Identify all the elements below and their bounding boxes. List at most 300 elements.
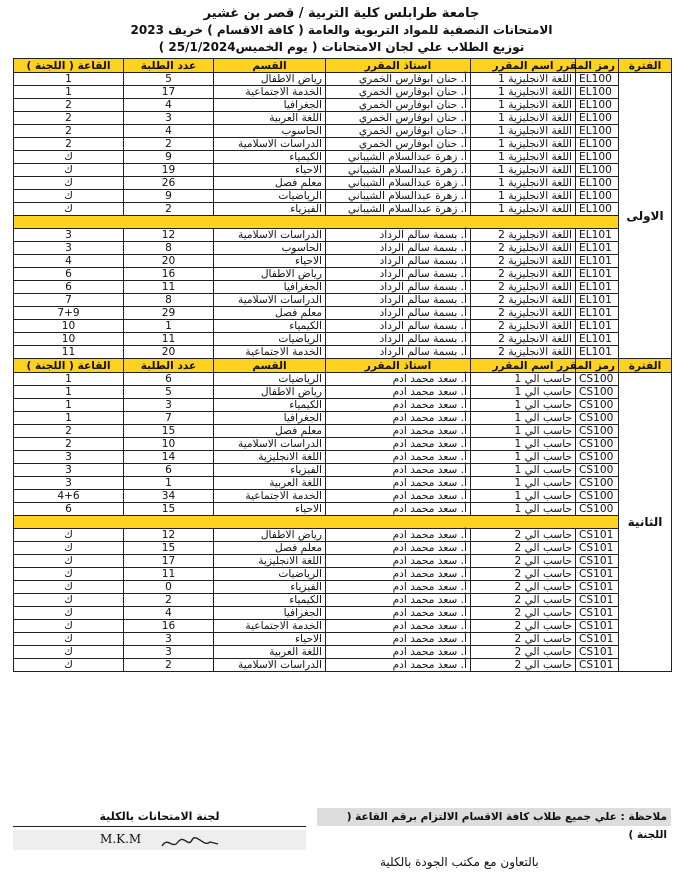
department-cell: رياض الاطفال [214,529,326,542]
student-count-cell: 15 [124,425,214,438]
room-cell: ك [14,633,124,646]
course-code-cell: EL101 [576,333,619,346]
table-row [14,386,672,399]
table-row [14,112,672,125]
table-header-row [14,359,672,373]
table-row [14,529,672,542]
student-count-cell: 3 [124,646,214,659]
course-code-cell: EL101 [576,307,619,320]
department-cell: اللغة الانجليزية [214,451,326,464]
room-cell: 2 [14,425,124,438]
university-title: جامعة طرابلس كلية التربية / قصر بن غشير [203,6,480,21]
room-cell: 2 [14,125,124,138]
student-count-cell: 20 [124,255,214,268]
department-cell: الجغرافيا [214,99,326,112]
student-count-cell: 0 [124,581,214,594]
course-name-cell: اللغة الانجليزية 1 [471,203,576,216]
teacher-cell: أ. سعد محمد ادم [326,503,471,516]
table-row [14,268,672,281]
teacher-cell: أ. بسمة سالم الرداد [326,229,471,242]
course-code-cell: CS101 [576,581,619,594]
student-count-cell: 26 [124,177,214,190]
table-row [14,451,672,464]
table-row [14,607,672,620]
course-name-cell: حاسب آلي 1 [471,490,576,503]
student-count-cell: 3 [124,399,214,412]
table-row [14,581,672,594]
room-cell: ك [14,542,124,555]
department-cell: الدراسات الاسلامية [214,294,326,307]
course-name-cell: حاسب آلي 2 [471,646,576,659]
teacher-cell: أ. سعد محمد ادم [326,568,471,581]
room-cell: ك [14,555,124,568]
department-cell: معلم فصل [214,542,326,555]
room-cell: 6 [14,503,124,516]
distribution-title: توزيع الطلاب علي لجان الامتحانات ( يوم الخميس25/1/2024 ) [158,40,525,54]
student-count-cell: 2 [124,138,214,151]
column-header: الفترة [619,359,672,373]
department-cell: الاحياء [214,633,326,646]
student-count-cell: 17 [124,86,214,99]
course-name-cell: حاسب آلي 1 [471,477,576,490]
table-row [14,320,672,333]
table-row [14,138,672,151]
department-cell: معلم فصل [214,425,326,438]
exam-subtitle: الامتحانات النصفية للمواد التربوية والعامة ( كافة الاقسام ) خريف 2023 [130,23,553,37]
column-header: الفترة [619,59,672,73]
teacher-cell: أ. بسمة سالم الرداد [326,268,471,281]
group-separator [14,516,672,529]
teacher-cell: أ. سعد محمد ادم [326,399,471,412]
department-cell: الجغرافيا [214,412,326,425]
room-cell: 6 [14,281,124,294]
table-row [14,555,672,568]
teacher-cell: أ. سعد محمد ادم [326,386,471,399]
student-count-cell: 6 [124,373,214,386]
student-count-cell: 8 [124,242,214,255]
course-code-cell: CS100 [576,477,619,490]
table-row [14,125,672,138]
department-cell: الاحياء [214,255,326,268]
course-name-cell: اللغة الانجليزية 1 [471,164,576,177]
course-name-cell: حاسب آلي 2 [471,607,576,620]
room-cell: 10 [14,320,124,333]
department-cell: الفيزياء [214,464,326,477]
teacher-cell: أ. سعد محمد ادم [326,646,471,659]
room-cell: 3 [14,464,124,477]
department-cell: الاحياء [214,164,326,177]
footer-credit: بالتعاون مع مكتب الجودة بالكلية [380,855,539,869]
table-row [14,659,672,672]
course-name-cell: اللغة الانجليزية 1 [471,151,576,164]
course-name-cell: اللغة الانجليزية 1 [471,73,576,86]
student-count-cell: 10 [124,438,214,451]
department-cell: الرياضيات [214,190,326,203]
column-header: رمز المقرر [576,59,619,73]
course-code-cell: CS101 [576,646,619,659]
column-header: عدد الطلبة [124,59,214,73]
course-code-cell: CS101 [576,594,619,607]
room-cell: 3 [14,477,124,490]
course-code-cell: CS100 [576,399,619,412]
room-cell: 1 [14,386,124,399]
table-row [14,503,672,516]
course-name-cell: اللغة الانجليزية 2 [471,268,576,281]
room-cell: ك [14,203,124,216]
room-cell: ك [14,646,124,659]
course-code-cell: EL100 [576,73,619,86]
student-count-cell: 8 [124,294,214,307]
table-row [14,86,672,99]
table-row [14,490,672,503]
teacher-cell: أ. سعد محمد ادم [326,555,471,568]
course-code-cell: EL101 [576,294,619,307]
student-count-cell: 34 [124,490,214,503]
room-cell: 3 [14,242,124,255]
course-code-cell: EL100 [576,203,619,216]
department-cell: الخدمة الاجتماعية [214,346,326,359]
teacher-cell: أ. زهرة عبدالسلام الشيباني [326,190,471,203]
room-cell: ك [14,177,124,190]
column-header: القاعة ( اللجنة ) [14,59,124,73]
table-row [14,412,672,425]
room-cell: ك [14,151,124,164]
teacher-cell: أ. زهرة عبدالسلام الشيباني [326,177,471,190]
table-row [14,594,672,607]
teacher-cell: أ. سعد محمد ادم [326,594,471,607]
course-name-cell: حاسب آلي 2 [471,594,576,607]
exam-schedule-table [13,58,672,672]
room-cell: ك [14,190,124,203]
committee-label: لجنة الامتحانات بالكلية [13,808,306,827]
course-name-cell: حاسب آلي 1 [471,373,576,386]
course-code-cell: EL100 [576,164,619,177]
teacher-cell: أ. سعد محمد ادم [326,438,471,451]
teacher-cell: أ. زهرة عبدالسلام الشيباني [326,151,471,164]
table-row [14,164,672,177]
room-cell: 7+9 [14,307,124,320]
room-cell: ك [14,659,124,672]
course-code-cell: CS101 [576,542,619,555]
table-row [14,294,672,307]
teacher-cell: أ. بسمة سالم الرداد [326,320,471,333]
student-count-cell: 4 [124,607,214,620]
department-cell: الحاسوب [214,242,326,255]
course-code-cell: EL100 [576,125,619,138]
teacher-cell: أ. سعد محمد ادم [326,425,471,438]
student-count-cell: 4 [124,125,214,138]
student-count-cell: 12 [124,529,214,542]
room-cell: ك [14,607,124,620]
department-cell: معلم فصل [214,177,326,190]
course-code-cell: CS101 [576,659,619,672]
course-code-cell: CS101 [576,620,619,633]
student-count-cell: 19 [124,164,214,177]
department-cell: الرياضيات [214,333,326,346]
group-separator [14,216,672,229]
course-code-cell: EL100 [576,112,619,125]
student-count-cell: 1 [124,477,214,490]
course-code-cell: EL101 [576,346,619,359]
course-name-cell: حاسب آلي 1 [471,451,576,464]
course-name-cell: حاسب آلي 1 [471,464,576,477]
department-cell: اللغة الانجليزية [214,555,326,568]
course-name-cell: اللغة الانجليزية 2 [471,307,576,320]
department-cell: الدراسات الاسلامية [214,438,326,451]
teacher-cell: أ. بسمة سالم الرداد [326,294,471,307]
teacher-cell: أ. بسمة سالم الرداد [326,255,471,268]
column-header: استاذ المقرر [326,59,471,73]
teacher-cell: أ. بسمة سالم الرداد [326,281,471,294]
course-code-cell: CS100 [576,490,619,503]
separator-cell [14,516,619,529]
column-header: اسم المقرر [471,59,576,73]
table-row [14,203,672,216]
teacher-cell: أ. سعد محمد ادم [326,373,471,386]
table-row [14,620,672,633]
table-row [14,425,672,438]
course-code-cell: EL101 [576,229,619,242]
course-name-cell: اللغة الانجليزية 2 [471,333,576,346]
course-name-cell: اللغة الانجليزية 1 [471,177,576,190]
department-cell: الدراسات الاسلامية [214,659,326,672]
room-cell: 1 [14,412,124,425]
teacher-cell: أ. سعد محمد ادم [326,451,471,464]
table-row [14,542,672,555]
course-code-cell: CS100 [576,451,619,464]
course-name-cell: حاسب آلي 2 [471,542,576,555]
course-name-cell: اللغة الانجليزية 2 [471,281,576,294]
course-name-cell: اللغة الانجليزية 2 [471,242,576,255]
course-code-cell: CS100 [576,438,619,451]
course-name-cell: اللغة الانجليزية 2 [471,320,576,333]
teacher-cell: أ. سعد محمد ادم [326,607,471,620]
course-name-cell: حاسب آلي 2 [471,633,576,646]
department-cell: الكيمياء [214,594,326,607]
course-code-cell: EL100 [576,177,619,190]
course-name-cell: اللغة الانجليزية 1 [471,138,576,151]
signature-name: M.K.M [100,832,142,846]
department-cell: الدراسات الاسلامية [214,229,326,242]
department-cell: الجغرافيا [214,607,326,620]
student-count-cell: 6 [124,464,214,477]
period-cell: الاولى [619,73,672,359]
student-count-cell: 11 [124,281,214,294]
room-cell: ك [14,620,124,633]
student-count-cell: 1 [124,320,214,333]
room-cell: 1 [14,373,124,386]
student-count-cell: 4 [124,99,214,112]
student-count-cell: 7 [124,412,214,425]
course-name-cell: حاسب آلي 1 [471,438,576,451]
student-count-cell: 3 [124,633,214,646]
student-count-cell: 17 [124,555,214,568]
course-name-cell: حاسب آلي 1 [471,425,576,438]
teacher-cell: أ. زهرة عبدالسلام الشيباني [326,164,471,177]
room-cell: 2 [14,438,124,451]
department-cell: الكيمياء [214,320,326,333]
student-count-cell: 16 [124,620,214,633]
course-name-cell: اللغة الانجليزية 1 [471,86,576,99]
course-code-cell: EL101 [576,268,619,281]
table-header-row [14,59,672,73]
column-header: القاعة ( اللجنة ) [14,359,124,373]
course-code-cell: CS101 [576,607,619,620]
department-cell: الفيزياء [214,581,326,594]
course-name-cell: حاسب آلي 2 [471,555,576,568]
room-cell: 4 [14,255,124,268]
room-cell: 4+6 [14,490,124,503]
teacher-cell: أ. حنان ابوفارس الخمري [326,125,471,138]
teacher-cell: أ. حنان ابوفارس الخمري [326,138,471,151]
student-count-cell: 11 [124,568,214,581]
course-code-cell: EL101 [576,242,619,255]
department-cell: رياض الاطفال [214,73,326,86]
course-code-cell: EL100 [576,99,619,112]
room-cell: 3 [14,229,124,242]
teacher-cell: أ. سعد محمد ادم [326,412,471,425]
teacher-cell: أ. حنان ابوفارس الخمري [326,73,471,86]
course-name-cell: اللغة الانجليزية 1 [471,99,576,112]
room-cell: 1 [14,73,124,86]
course-code-cell: CS100 [576,373,619,386]
department-cell: الرياضيات [214,373,326,386]
course-code-cell: CS100 [576,503,619,516]
course-code-cell: EL101 [576,255,619,268]
student-count-cell: 20 [124,346,214,359]
table-row [14,633,672,646]
student-count-cell: 15 [124,503,214,516]
course-code-cell: CS100 [576,386,619,399]
teacher-cell: أ. بسمة سالم الرداد [326,307,471,320]
column-header: رمز المقرر [576,359,619,373]
table-row [14,255,672,268]
department-cell: الرياضيات [214,568,326,581]
course-code-cell: EL100 [576,190,619,203]
department-cell: رياض الاطفال [214,386,326,399]
student-count-cell: 2 [124,594,214,607]
course-name-cell: اللغة الانجليزية 2 [471,294,576,307]
department-cell: اللغة العربية [214,646,326,659]
department-cell: الخدمة الاجتماعية [214,86,326,99]
table-row [14,646,672,659]
period-cell: الثانية [619,373,672,672]
student-count-cell: 29 [124,307,214,320]
teacher-cell: أ. حنان ابوفارس الخمري [326,99,471,112]
room-cell: ك [14,164,124,177]
teacher-cell: أ. زهرة عبدالسلام الشيباني [326,203,471,216]
course-code-cell: EL100 [576,86,619,99]
table-row [14,438,672,451]
course-name-cell: حاسب آلي 2 [471,659,576,672]
course-name-cell: اللغة الانجليزية 2 [471,255,576,268]
course-name-cell: حاسب آلي 2 [471,581,576,594]
table-row [14,307,672,320]
table-row [14,477,672,490]
table-row [14,568,672,581]
teacher-cell: أ. بسمة سالم الرداد [326,333,471,346]
student-count-cell: 12 [124,229,214,242]
department-cell: معلم فصل [214,307,326,320]
room-cell: 2 [14,138,124,151]
course-code-cell: CS101 [576,529,619,542]
table-row [14,99,672,112]
course-name-cell: حاسب آلي 1 [471,386,576,399]
department-cell: الفيزياء [214,203,326,216]
table-row [14,333,672,346]
department-cell: رياض الاطفال [214,268,326,281]
department-cell: اللغة العربية [214,112,326,125]
course-code-cell: CS101 [576,568,619,581]
department-cell: الجغرافيا [214,281,326,294]
teacher-cell: أ. بسمة سالم الرداد [326,346,471,359]
table-row [14,229,672,242]
room-cell: 10 [14,333,124,346]
student-count-cell: 11 [124,333,214,346]
teacher-cell: أ. حنان ابوفارس الخمري [326,112,471,125]
teacher-cell: أ. حنان ابوفارس الخمري [326,86,471,99]
department-cell: الكيمياء [214,151,326,164]
department-cell: الدراسات الاسلامية [214,138,326,151]
department-cell: الكيمياء [214,399,326,412]
column-header: استاذ المقرر [326,359,471,373]
table-row [14,373,672,386]
department-cell: الخدمة الاجتماعية [214,490,326,503]
course-name-cell: حاسب آلي 1 [471,503,576,516]
room-cell: 6 [14,268,124,281]
teacher-cell: أ. بسمة سالم الرداد [326,242,471,255]
table-row [14,281,672,294]
course-code-cell: CS100 [576,464,619,477]
department-cell: الخدمة الاجتماعية [214,620,326,633]
course-name-cell: حاسب آلي 2 [471,529,576,542]
student-count-cell: 2 [124,659,214,672]
course-code-cell: EL100 [576,151,619,164]
student-count-cell: 16 [124,268,214,281]
room-cell: 2 [14,112,124,125]
table-row [14,346,672,359]
course-code-cell: CS101 [576,555,619,568]
teacher-cell: أ. سعد محمد ادم [326,477,471,490]
room-cell: ك [14,529,124,542]
room-cell: 11 [14,346,124,359]
course-name-cell: حاسب آلي 2 [471,568,576,581]
table-row [14,464,672,477]
column-header: عدد الطلبة [124,359,214,373]
table-row [14,151,672,164]
teacher-cell: أ. سعد محمد ادم [326,529,471,542]
student-count-cell: 14 [124,451,214,464]
teacher-cell: أ. سعد محمد ادم [326,620,471,633]
student-count-cell: 5 [124,386,214,399]
note-bar: ملاحظة : علي جميع طلاب كافة الاقسام الالتزام برقم القاعة ( اللجنة ) [317,808,671,826]
course-name-cell: اللغة الانجليزية 1 [471,190,576,203]
table-row [14,190,672,203]
student-count-cell: 9 [124,190,214,203]
column-header: القسم [214,59,326,73]
separator-cell [14,216,619,229]
course-name-cell: اللغة الانجليزية 2 [471,346,576,359]
department-cell: الحاسوب [214,125,326,138]
room-cell: 1 [14,86,124,99]
table-row [14,177,672,190]
teacher-cell: أ. سعد محمد ادم [326,581,471,594]
course-name-cell: اللغة الانجليزية 1 [471,112,576,125]
teacher-cell: أ. سعد محمد ادم [326,464,471,477]
student-count-cell: 15 [124,542,214,555]
course-name-cell: اللغة الانجليزية 2 [471,229,576,242]
teacher-cell: أ. سعد محمد ادم [326,659,471,672]
